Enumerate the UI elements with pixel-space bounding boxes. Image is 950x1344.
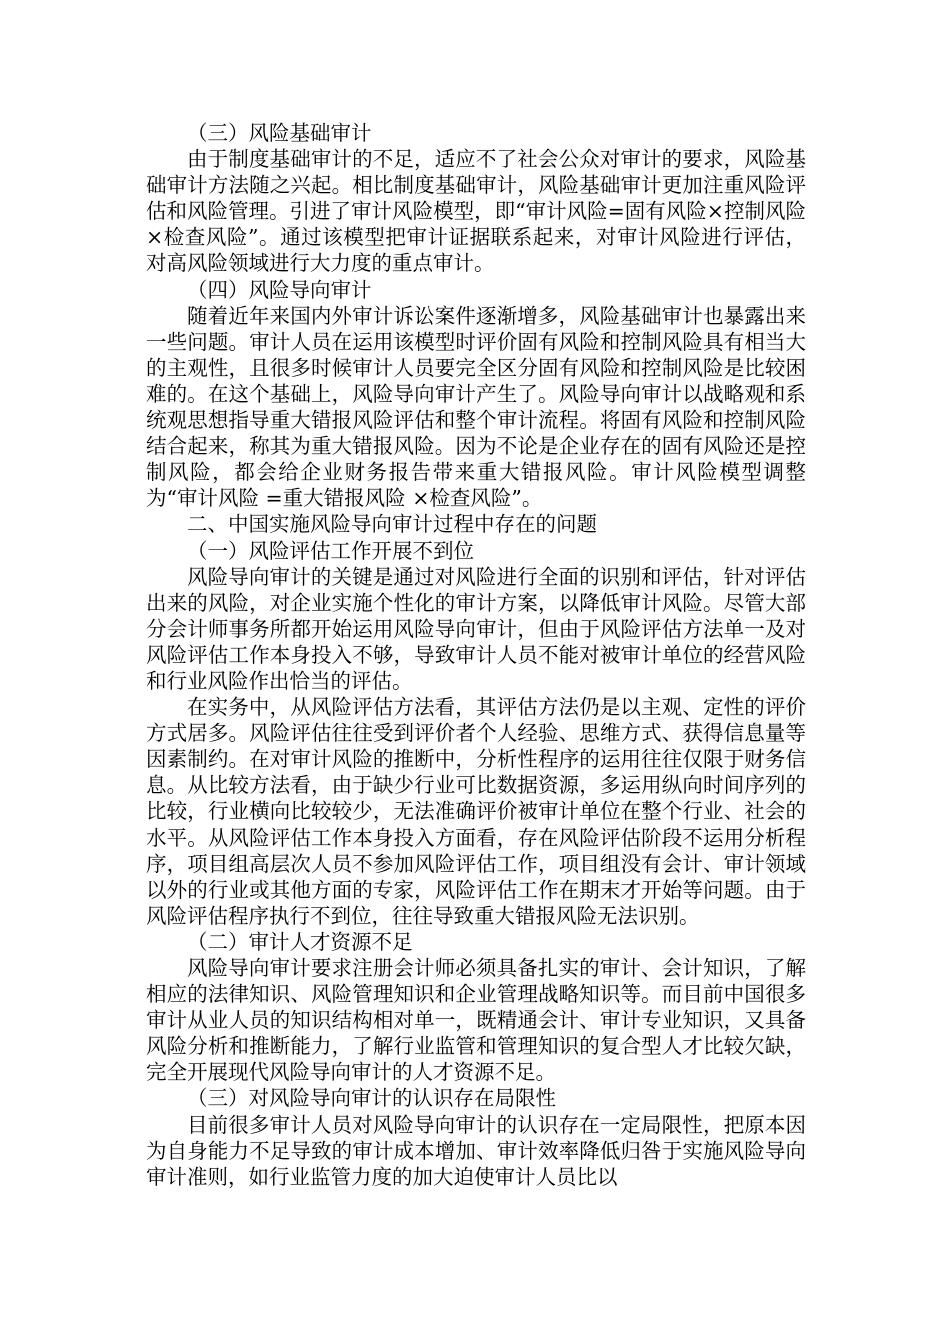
section-heading-cognition-limits: （三）对风险导向审计的认识存在局限性 <box>187 1086 556 1111</box>
section-heading-talent-shortage: （二）审计人才资源不足 <box>187 929 413 954</box>
paragraph-risk-assessment-2: 在实务中，从风险评估方法看，其评估方法仍是以主观、定性的评价方式居多。风险评估往往受到评价者个人经验、思维方式、获得信息量等因素制约。在对审计风险的推断中，分析性程序的运用往往仅限于财务信息。从比较方法看，由于缺少行业可比数据资源，多运用纵向时间序列的比较，行业横向比较较少，无法准确评价被审计单位在整个行业、社会的水平。从风险评估工作本身投入方面看，存在风险评估阶段不运用分析程序，项目组高层次人员不参加风险评估工作，项目组没有会计、审计领域以外的行业或其他方面的专家，风险评估工作在期末才开始等问题。由于风险评估程序执行不到位，往往导致重大错报风险无法识别。 <box>146 695 806 928</box>
paragraph-talent-shortage: 风险导向审计要求注册会计师必须具备扎实的审计、会计知识，了解相应的法律知识、风险管理知识和企业管理战略知识等。而目前中国很多审计从业人员的知识结构相对单一，既精通会计、审计专业知识，又具备风险分析和推断能力，了解行业监管和管理知识的复合型人才比较欠缺，完全开展现代风险导向审计的人才资源不足。 <box>146 956 806 1085</box>
paragraph-risk-oriented-audit: 随着近年来国内外审计诉讼案件逐渐增多，风险基础审计也暴露出来一些问题。审计人员在运用该模型时评价固有风险和控制风险具有相当大的主观性，且很多时候审计人员要完全区分固有风险和控制风险是比较困难的。在这个基础上，风险导向审计产生了。风险导向审计以战略观和系统观思想指导重大错报风险评估和整个审计流程。将固有风险和控制风险结合起来，称其为重大错报风险。因为不论是企业存在的固有风险还是控制风险，都会给企业财务报告带来重大错报风险。审计风险模型调整为“审计风险 =重大错报风险 ×检查风险”。 <box>146 303 806 511</box>
section-heading-risk-based-audit: （三）风险基础审计 <box>187 121 372 145</box>
section-heading-risk-oriented-audit: （四）风险导向审计 <box>187 277 372 302</box>
chapter-heading-problems: 二、中国实施风险导向审计过程中存在的问题 <box>187 512 597 537</box>
section-heading-risk-assessment: （一）风险评估工作开展不到位 <box>187 538 474 563</box>
paragraph-risk-assessment-1: 风险导向审计的关键是通过对风险进行全面的识别和评估，针对评估出来的风险，对企业实施个性化的审计方案，以降低审计风险。尽管大部分会计师事务所都开始运用风险导向审计，但由于风险评估方法单一及对风险评估工作本身投入不够，导致审计人员不能对被审计单位的经营风险和行业风险作出恰当的评估。 <box>146 564 806 693</box>
paragraph-risk-based-audit: 由于制度基础审计的不足，适应不了社会公众对审计的要求，风险基础审计方法随之兴起。相比制度基础审计，风险基础审计更加注重风险评估和风险管理。引进了审计风险模型，即“审计风险=固有风险×控制风险×检查风险”。通过该模型把审计证据联系起来，对审计风险进行评估，对高风险领域进行大力度的重点审计。 <box>146 147 806 276</box>
document-page <box>146 120 806 1190</box>
paragraph-cognition-limits: 目前很多审计人员对风险导向审计的认识存在一定局限性，把原本因为自身能力不足导致的审计成本增加、审计效率降低归咎于实施风险导向审计准则，如行业监管力度的加大迫使审计人员比以 <box>146 1112 806 1189</box>
